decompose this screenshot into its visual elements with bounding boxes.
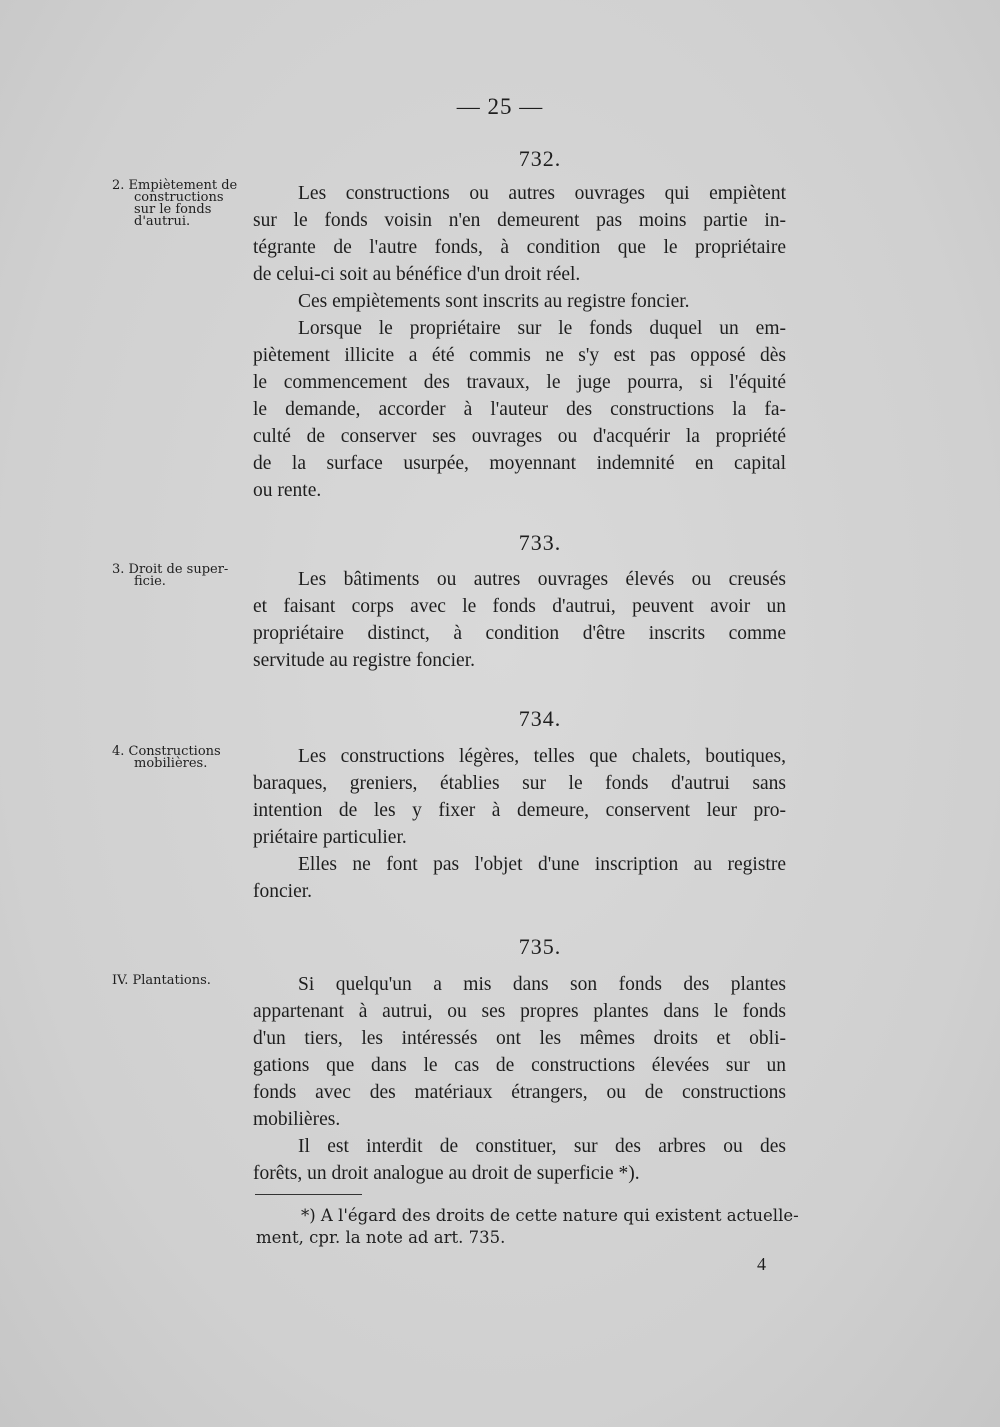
text-line: Lorsque le propriétaire sur le fonds duquel un em- <box>298 318 786 339</box>
article-body <box>253 566 786 674</box>
text-line: le commencement des travaux, le juge pourra, si l'équité <box>253 372 786 393</box>
text-line: et faisant corps avec le fonds d'autrui, peuvent avoir un <box>253 596 786 617</box>
text-line: servitude au registre foncier. <box>253 650 475 671</box>
text-line: de celui-ci soit au bénéfice d'un droit réel. <box>253 264 581 285</box>
text-line: intention de les y fixer à demeure, conservent leur pro- <box>253 800 786 821</box>
text-line: forêts, un droit analogue au droit de superficie *). <box>253 1163 640 1184</box>
margin-note <box>112 564 252 588</box>
text-line: fonds avec des matériaux étrangers, ou de constructions <box>253 1082 786 1103</box>
margin-note-line: 2. Empiètement de <box>112 178 238 193</box>
page-number: — 25 — <box>456 94 544 119</box>
margin-note-line: sur le fonds <box>134 202 212 217</box>
text-line: d'un tiers, les intéressés ont les mêmes droits et obli- <box>253 1028 786 1049</box>
text-line: sur le fonds voisin n'en demeurent pas moins partie in- <box>253 210 786 231</box>
text-line: le demande, accorder à l'auteur des constructions la fa- <box>253 399 786 420</box>
margin-note-line: IV. Plantations. <box>112 973 211 988</box>
margin-note-line: 4. Constructions <box>112 744 221 759</box>
text-line: priétaire particulier. <box>253 827 407 848</box>
margin-note-line: ficie. <box>134 574 166 589</box>
text-line: foncier. <box>253 881 313 902</box>
margin-note-line: constructions <box>134 190 224 205</box>
signature-mark: 4 <box>757 1254 766 1274</box>
text-line: Ces empiètements sont inscrits au registre foncier. <box>298 291 690 312</box>
text-line: Si quelqu'un a mis dans son fonds des plantes <box>298 974 786 995</box>
margin-note-line: mobilières. <box>134 756 208 771</box>
footnote-line: ment, cpr. la note ad art. 735. <box>256 1228 506 1247</box>
text-line: culté de conserver ses ouvrages ou d'acquérir la propriété <box>253 426 786 447</box>
footnote <box>256 1205 799 1249</box>
footnote-rule <box>255 1194 362 1195</box>
text-line: mobilières. <box>253 1109 341 1130</box>
text-line: baraques, greniers, établies sur le fonds d'autrui sans <box>253 773 786 794</box>
article-number: 734. <box>518 706 562 731</box>
margin-note <box>112 975 252 987</box>
text-line: ou rente. <box>253 480 322 501</box>
text-line: de la surface usurpée, moyennant indemnité en capital <box>253 453 786 474</box>
article-number: 733. <box>518 530 562 555</box>
margin-note-line: d'autrui. <box>134 214 191 229</box>
article-number: 732. <box>518 146 562 171</box>
text-line: piètement illicite a été commis ne s'y est pas opposé dès <box>253 345 786 366</box>
margin-note-line: 3. Droit de super- <box>112 562 229 577</box>
text-line: Les constructions ou autres ouvrages qui empiètent <box>298 183 786 204</box>
text-line: tégrante de l'autre fonds, à condition que le propriétaire <box>253 237 786 258</box>
text-line: Les bâtiments ou autres ouvrages élevés ou creusés <box>298 569 786 590</box>
text-line: Il est interdit de constituer, sur des arbres ou des <box>298 1136 786 1157</box>
article-body <box>253 971 786 1187</box>
margin-note <box>112 180 252 228</box>
text-line: Elles ne font pas l'objet d'une inscription au registre <box>298 854 786 875</box>
article-body <box>253 180 786 504</box>
article-body <box>253 743 786 905</box>
margin-note <box>112 746 252 770</box>
text-line: appartenant à autrui, ou ses propres plantes dans le fonds <box>253 1001 786 1022</box>
text-line: propriétaire distinct, à condition d'être inscrits comme <box>253 623 786 644</box>
footnote-line: *) A l'égard des droits de cette nature qui existent actuelle- <box>301 1206 799 1225</box>
article-number: 735. <box>518 934 562 959</box>
text-line: gations que dans le cas de constructions élevées sur un <box>253 1055 786 1076</box>
text-line: Les constructions légères, telles que chalets, boutiques, <box>298 746 786 767</box>
